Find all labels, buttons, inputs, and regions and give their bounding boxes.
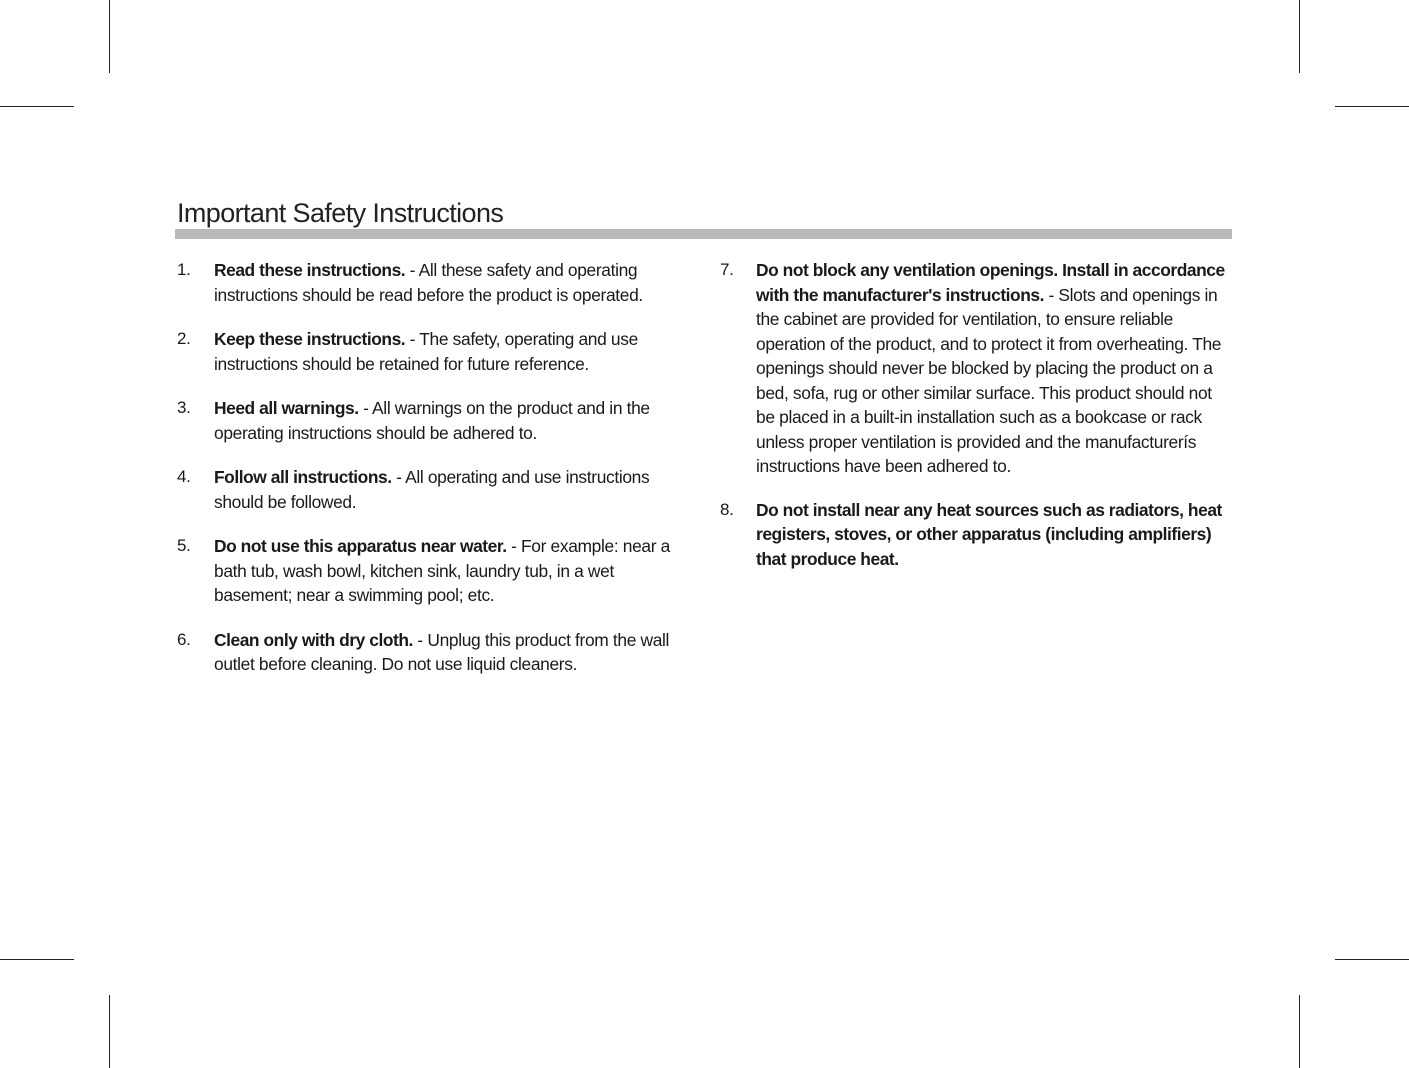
instruction-item xyxy=(720,258,1230,479)
instruction-number: 4. xyxy=(177,467,191,486)
instruction-number: 8. xyxy=(720,499,734,519)
instruction-number: 5. xyxy=(177,536,191,555)
instruction-body: - All warnings on the product and in the operating instructions should be adhered to. xyxy=(214,398,650,443)
crop-mark xyxy=(1335,959,1409,960)
page-title: Important Safety Instructions xyxy=(177,198,504,228)
instruction-lead: Do not install near any heat sources such as radiators, heat registers, stoves, or other apparatus (including amplifiers) that produce heat. xyxy=(756,499,1222,569)
instruction-number: 1. xyxy=(177,260,191,279)
title-rule xyxy=(175,229,1232,239)
instruction-item xyxy=(177,258,692,307)
instruction-lead: Clean only with dry cloth. xyxy=(214,629,413,650)
instruction-body: - For example: near a bath tub, wash bowl, kitchen sink, laundry tub, in a wet basement; near a swimming pool; etc. xyxy=(214,536,670,605)
instruction-body: - Slots and openings in the cabinet are provided for ventilation, to ensure reliable operation of the product, and to protect it from overheating. The openings should never be blocked by placing the product on a bed, sofa, rug or other similar surface. This product should not be placed in a built-in installation such as a bookcase or rack unless proper ventilation is provided and the manufacturerís instructions have been adhered to. xyxy=(756,284,1222,476)
instructions-column-left xyxy=(177,258,692,697)
crop-mark xyxy=(0,106,74,107)
instruction-item xyxy=(177,396,692,445)
instruction-body: - The safety, operating and use instructions should be retained for future reference. xyxy=(214,329,638,374)
crop-mark xyxy=(0,959,74,960)
instruction-body: - All operating and use instructions should be followed. xyxy=(214,467,650,512)
instructions-column-right xyxy=(720,258,1230,590)
instruction-item xyxy=(177,628,692,677)
crop-mark xyxy=(109,0,110,73)
crop-mark xyxy=(1335,106,1409,107)
instruction-number: 6. xyxy=(177,629,191,649)
crop-mark xyxy=(1299,0,1300,73)
instruction-body: - Unplug this product from the wall outlet before cleaning. Do not use liquid cleaners. xyxy=(214,629,670,674)
instruction-lead: Follow all instructions. xyxy=(214,467,392,487)
crop-mark xyxy=(109,995,110,1068)
instruction-number: 2. xyxy=(177,329,191,348)
instruction-item xyxy=(177,465,692,514)
instruction-number: 3. xyxy=(177,398,191,417)
instruction-lead: Keep these instructions. xyxy=(214,329,406,349)
instruction-number: 7. xyxy=(720,260,734,279)
instruction-item xyxy=(720,498,1230,572)
instruction-lead: Do not use this apparatus near water. xyxy=(214,536,507,556)
instruction-item xyxy=(177,534,692,608)
instruction-item xyxy=(177,327,692,376)
instruction-lead: Read these instructions. xyxy=(214,260,406,280)
instruction-body: - All these safety and operating instructions should be read before the product is operated. xyxy=(214,260,643,305)
instruction-lead: Do not block any ventilation openings. Install in accordance with the manufacturer's instructions. xyxy=(756,260,1225,305)
crop-mark xyxy=(1299,995,1300,1068)
instruction-lead: Heed all warnings. xyxy=(214,398,359,418)
